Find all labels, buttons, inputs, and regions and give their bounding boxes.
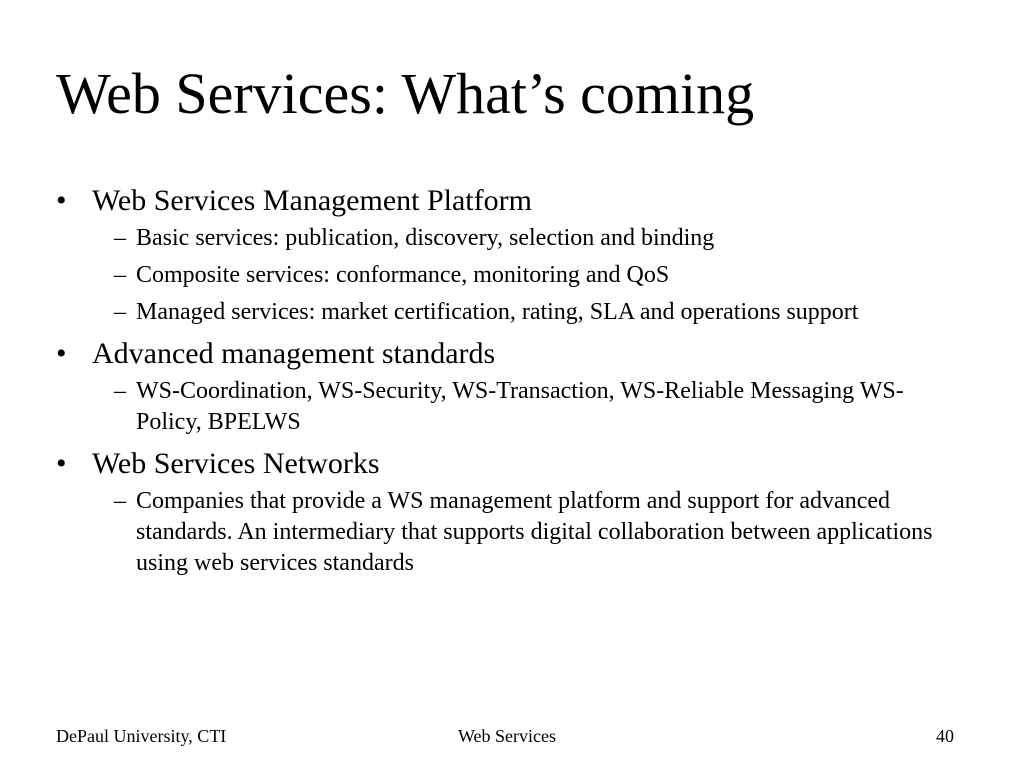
sub-bullet-marker: – (114, 378, 126, 404)
sub-bullet-item (92, 486, 966, 579)
bullet-text: Advanced management standards (92, 337, 496, 370)
sub-bullet-text: Managed services: market certification, rating, SLA and operations support (136, 299, 859, 325)
sub-bullet-text: Composite services: conformance, monitoring and QoS (136, 262, 670, 288)
bullet-text: Web Services Networks (92, 447, 380, 480)
bullet-item (56, 183, 966, 328)
bullet-text: Web Services Management Platform (92, 184, 532, 217)
sub-bullet-text: WS-Coordination, WS-Security, WS-Transaction, WS-Reliable Messaging WS-Policy, BPELWS (136, 378, 904, 435)
sub-bullet-item (92, 376, 966, 438)
bullet-marker: • (56, 184, 67, 217)
bullet-item (56, 446, 966, 579)
footer-organization: DePaul University, CTI (56, 726, 227, 746)
sub-bullet-marker: – (114, 299, 126, 325)
bullet-marker: • (56, 447, 67, 480)
sub-bullet-item (92, 223, 966, 254)
page-number: 40 (936, 726, 954, 746)
sub-bullet-text: Companies that provide a WS management platform and support for advanced standards. An intermediary that supports digital collaboration between applications using web services standards (136, 488, 933, 576)
bullet-marker: • (56, 337, 67, 370)
sub-bullet-list (92, 223, 966, 328)
sub-bullet-list (92, 376, 966, 438)
sub-bullet-item (92, 297, 966, 328)
bullet-list (56, 183, 966, 587)
slide-title: Web Services: What’s coming (56, 61, 755, 126)
sub-bullet-item (92, 260, 966, 291)
sub-bullet-marker: – (114, 488, 126, 514)
sub-bullet-text: Basic services: publication, discovery, selection and binding (136, 225, 715, 251)
bullet-item (56, 336, 966, 438)
footer-topic: Web Services (458, 726, 557, 746)
sub-bullet-marker: – (114, 262, 126, 288)
sub-bullet-marker: – (114, 225, 126, 251)
sub-bullet-list (92, 486, 966, 579)
